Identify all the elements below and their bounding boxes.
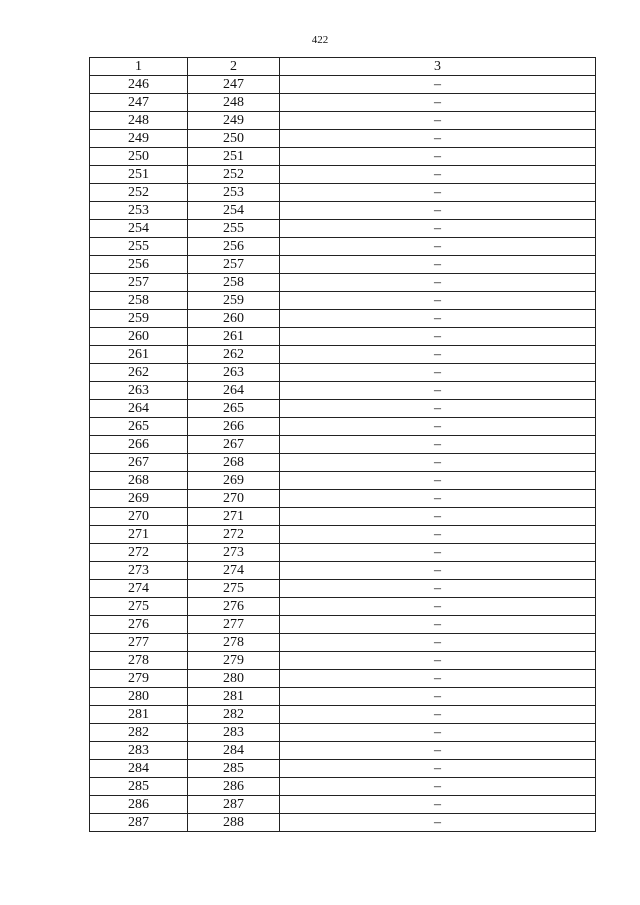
table-cell-col-3: – [280, 418, 596, 436]
table-cell-col-2: 258 [188, 274, 280, 292]
table-cell-col-1: 254 [90, 220, 188, 238]
page-number: 422 [311, 34, 329, 46]
table-cell-col-1: 261 [90, 346, 188, 364]
table-cell-col-2: 286 [188, 778, 280, 796]
table-row [90, 346, 596, 364]
table-cell-col-3: – [280, 490, 596, 508]
table-cell-col-2: 252 [188, 166, 280, 184]
table-row [90, 526, 596, 544]
table-cell-col-1: 253 [90, 202, 188, 220]
table-row [90, 436, 596, 454]
table-row [90, 688, 596, 706]
table-row [90, 814, 596, 832]
table-cell-col-2: 270 [188, 490, 280, 508]
table-cell-col-2: 254 [188, 202, 280, 220]
table-cell-col-1: 277 [90, 634, 188, 652]
table-cell-col-3: – [280, 616, 596, 634]
data-table-container [89, 57, 595, 832]
table-cell-col-3: – [280, 382, 596, 400]
table-cell-col-3: – [280, 256, 596, 274]
table-row [90, 328, 596, 346]
table-cell-col-1: 251 [90, 166, 188, 184]
table-row [90, 562, 596, 580]
table-cell-col-2: 284 [188, 742, 280, 760]
table-cell-col-1: 283 [90, 742, 188, 760]
table-cell-col-2: 275 [188, 580, 280, 598]
table-cell-col-1: 272 [90, 544, 188, 562]
table-body [90, 76, 596, 832]
table-cell-col-3: – [280, 202, 596, 220]
table-cell-col-1: 275 [90, 598, 188, 616]
table-cell-col-2: 260 [188, 310, 280, 328]
table-cell-col-3: – [280, 544, 596, 562]
table-cell-col-3: – [280, 454, 596, 472]
table-row [90, 490, 596, 508]
column-header-3: 3 [280, 58, 596, 76]
table-cell-col-1: 262 [90, 364, 188, 382]
table-cell-col-1: 248 [90, 112, 188, 130]
table-cell-col-1: 260 [90, 328, 188, 346]
table-cell-col-3: – [280, 688, 596, 706]
table-row [90, 472, 596, 490]
table-cell-col-3: – [280, 166, 596, 184]
table-row [90, 400, 596, 418]
table-cell-col-3: – [280, 364, 596, 382]
table-cell-col-2: 263 [188, 364, 280, 382]
table-row [90, 724, 596, 742]
table-cell-col-3: – [280, 724, 596, 742]
table-cell-col-1: 246 [90, 76, 188, 94]
table-cell-col-3: – [280, 292, 596, 310]
table-cell-col-2: 288 [188, 814, 280, 832]
table-cell-col-2: 259 [188, 292, 280, 310]
table-row [90, 544, 596, 562]
table-cell-col-2: 277 [188, 616, 280, 634]
table-cell-col-3: – [280, 328, 596, 346]
table-cell-col-2: 268 [188, 454, 280, 472]
table-row [90, 220, 596, 238]
table-cell-col-3: – [280, 274, 596, 292]
table-cell-col-2: 256 [188, 238, 280, 256]
table-cell-col-1: 269 [90, 490, 188, 508]
table-cell-col-3: – [280, 508, 596, 526]
table-row [90, 364, 596, 382]
table-cell-col-2: 253 [188, 184, 280, 202]
table-row [90, 274, 596, 292]
table-cell-col-2: 274 [188, 562, 280, 580]
table-cell-col-3: – [280, 94, 596, 112]
table-cell-col-1: 256 [90, 256, 188, 274]
table-cell-col-3: – [280, 742, 596, 760]
table-cell-col-3: – [280, 220, 596, 238]
table-cell-col-3: – [280, 238, 596, 256]
table-cell-col-1: 252 [90, 184, 188, 202]
table-row [90, 778, 596, 796]
table-cell-col-2: 278 [188, 634, 280, 652]
table-cell-col-3: – [280, 472, 596, 490]
table-cell-col-1: 280 [90, 688, 188, 706]
table-row [90, 166, 596, 184]
table-row [90, 112, 596, 130]
table-cell-col-1: 249 [90, 130, 188, 148]
table-cell-col-1: 271 [90, 526, 188, 544]
table-cell-col-2: 282 [188, 706, 280, 724]
table-cell-col-1: 255 [90, 238, 188, 256]
table-cell-col-1: 284 [90, 760, 188, 778]
table-row [90, 706, 596, 724]
table-cell-col-2: 255 [188, 220, 280, 238]
table-cell-col-2: 285 [188, 760, 280, 778]
table-row [90, 652, 596, 670]
table-cell-col-1: 264 [90, 400, 188, 418]
data-table [89, 57, 596, 832]
table-header-row [90, 58, 596, 76]
table-cell-col-3: – [280, 778, 596, 796]
table-row [90, 184, 596, 202]
table-cell-col-2: 262 [188, 346, 280, 364]
table-row [90, 580, 596, 598]
table-cell-col-2: 280 [188, 670, 280, 688]
table-cell-col-2: 249 [188, 112, 280, 130]
table-cell-col-1: 250 [90, 148, 188, 166]
table-row [90, 634, 596, 652]
table-cell-col-3: – [280, 598, 596, 616]
table-cell-col-2: 283 [188, 724, 280, 742]
table-cell-col-1: 258 [90, 292, 188, 310]
table-cell-col-3: – [280, 436, 596, 454]
table-row [90, 130, 596, 148]
table-cell-col-3: – [280, 562, 596, 580]
table-cell-col-1: 268 [90, 472, 188, 490]
table-cell-col-2: 251 [188, 148, 280, 166]
table-cell-col-2: 273 [188, 544, 280, 562]
table-row [90, 418, 596, 436]
table-cell-col-2: 247 [188, 76, 280, 94]
table-cell-col-3: – [280, 670, 596, 688]
table-cell-col-2: 287 [188, 796, 280, 814]
table-cell-col-3: – [280, 148, 596, 166]
table-cell-col-1: 273 [90, 562, 188, 580]
table-cell-col-3: – [280, 652, 596, 670]
table-cell-col-2: 279 [188, 652, 280, 670]
table-cell-col-2: 261 [188, 328, 280, 346]
table-cell-col-1: 278 [90, 652, 188, 670]
table-cell-col-1: 281 [90, 706, 188, 724]
table-cell-col-1: 266 [90, 436, 188, 454]
table-cell-col-1: 274 [90, 580, 188, 598]
table-cell-col-2: 248 [188, 94, 280, 112]
table-cell-col-2: 266 [188, 418, 280, 436]
column-header-2: 2 [188, 58, 280, 76]
table-cell-col-2: 276 [188, 598, 280, 616]
table-cell-col-1: 257 [90, 274, 188, 292]
table-cell-col-1: 263 [90, 382, 188, 400]
table-row [90, 508, 596, 526]
table-cell-col-2: 271 [188, 508, 280, 526]
table-cell-col-2: 257 [188, 256, 280, 274]
table-row [90, 454, 596, 472]
table-row [90, 796, 596, 814]
table-cell-col-1: 276 [90, 616, 188, 634]
table-cell-col-3: – [280, 814, 596, 832]
table-cell-col-1: 270 [90, 508, 188, 526]
table-row [90, 148, 596, 166]
table-row [90, 76, 596, 94]
table-row [90, 760, 596, 778]
table-cell-col-2: 265 [188, 400, 280, 418]
table-row [90, 238, 596, 256]
table-row [90, 382, 596, 400]
table-cell-col-1: 259 [90, 310, 188, 328]
table-cell-col-3: – [280, 706, 596, 724]
table-cell-col-3: – [280, 400, 596, 418]
column-header-1: 1 [90, 58, 188, 76]
table-cell-col-3: – [280, 634, 596, 652]
table-cell-col-3: – [280, 130, 596, 148]
table-cell-col-3: – [280, 76, 596, 94]
table-cell-col-3: – [280, 580, 596, 598]
table-row [90, 94, 596, 112]
table-row [90, 616, 596, 634]
table-cell-col-1: 265 [90, 418, 188, 436]
table-cell-col-3: – [280, 760, 596, 778]
table-row [90, 292, 596, 310]
table-cell-col-1: 286 [90, 796, 188, 814]
table-cell-col-3: – [280, 346, 596, 364]
table-cell-col-1: 247 [90, 94, 188, 112]
table-cell-col-3: – [280, 526, 596, 544]
table-cell-col-1: 285 [90, 778, 188, 796]
table-cell-col-2: 267 [188, 436, 280, 454]
table-cell-col-2: 264 [188, 382, 280, 400]
table-cell-col-2: 250 [188, 130, 280, 148]
table-cell-col-3: – [280, 184, 596, 202]
table-row [90, 598, 596, 616]
table-cell-col-2: 272 [188, 526, 280, 544]
table-cell-col-1: 282 [90, 724, 188, 742]
table-header [90, 58, 596, 76]
table-cell-col-2: 269 [188, 472, 280, 490]
table-cell-col-3: – [280, 796, 596, 814]
table-row [90, 202, 596, 220]
table-row [90, 310, 596, 328]
table-row [90, 670, 596, 688]
table-cell-col-1: 267 [90, 454, 188, 472]
table-cell-col-3: – [280, 112, 596, 130]
table-row [90, 742, 596, 760]
table-cell-col-1: 279 [90, 670, 188, 688]
table-row [90, 256, 596, 274]
table-cell-col-2: 281 [188, 688, 280, 706]
table-cell-col-1: 287 [90, 814, 188, 832]
table-cell-col-3: – [280, 310, 596, 328]
